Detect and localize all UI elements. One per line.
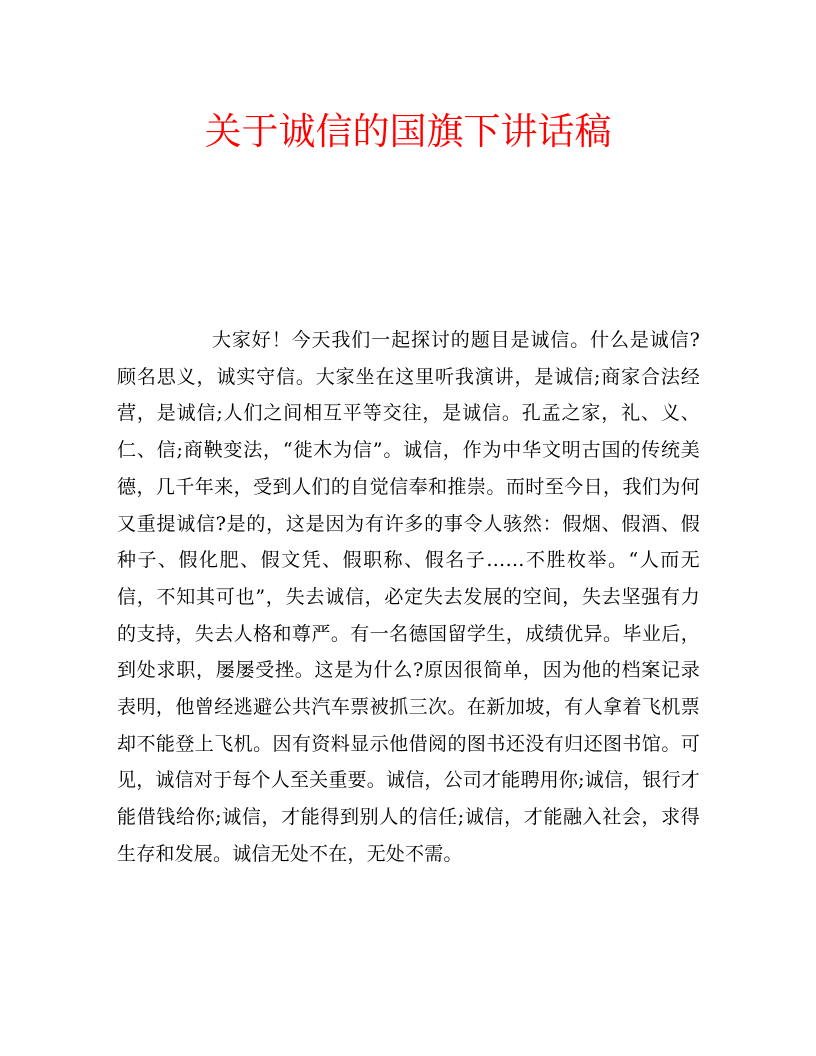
document-title: 关于诚信的国旗下讲话稿 xyxy=(204,110,612,153)
speech-paragraph: 大家好！今天我们一起探讨的题目是诚信。什么是诚信?顾名思义，诚实守信。大家坐在这里听我演讲，是诚信;商家合法经营，是诚信;人们之间相互平等交往，是诚信。孔孟之家，礼、义、仁、信;商鞅变法，“徙木为信”。诚信，作为中华文明古国的传统美德，几千年来，受到人们的自觉信奉和推崇。而时至今日，我们为何又重提诚信?是的，这是因为有许多的事令人骇然：假烟、假酒、假种子、假化肥、假文凭、假职称、假名子……不胜枚举。“人而无信，不知其可也”，失去诚信，必定失去发展的空间，失去坚强有力的支持，失去人格和尊严。有一名德国留学生，成绩优异。毕业后，到处求职，屡屡受挫。这是为什么?原因很简单，因为他的档案记录表明，他曾经逃避公共汽车票被抓三次。在新加坡，有人拿着飞机票却不能登上飞机。因有资料显示他借阅的图书还没有归还图书馆。可见，诚信对于每个人至关重要。诚信，公司才能聘用你;诚信，银行才能借钱给你;诚信，才能得到别人的信任;诚信，才能融入社会，求得生存和发展。诚信无处不在，无处不需。 xyxy=(117,329,700,865)
